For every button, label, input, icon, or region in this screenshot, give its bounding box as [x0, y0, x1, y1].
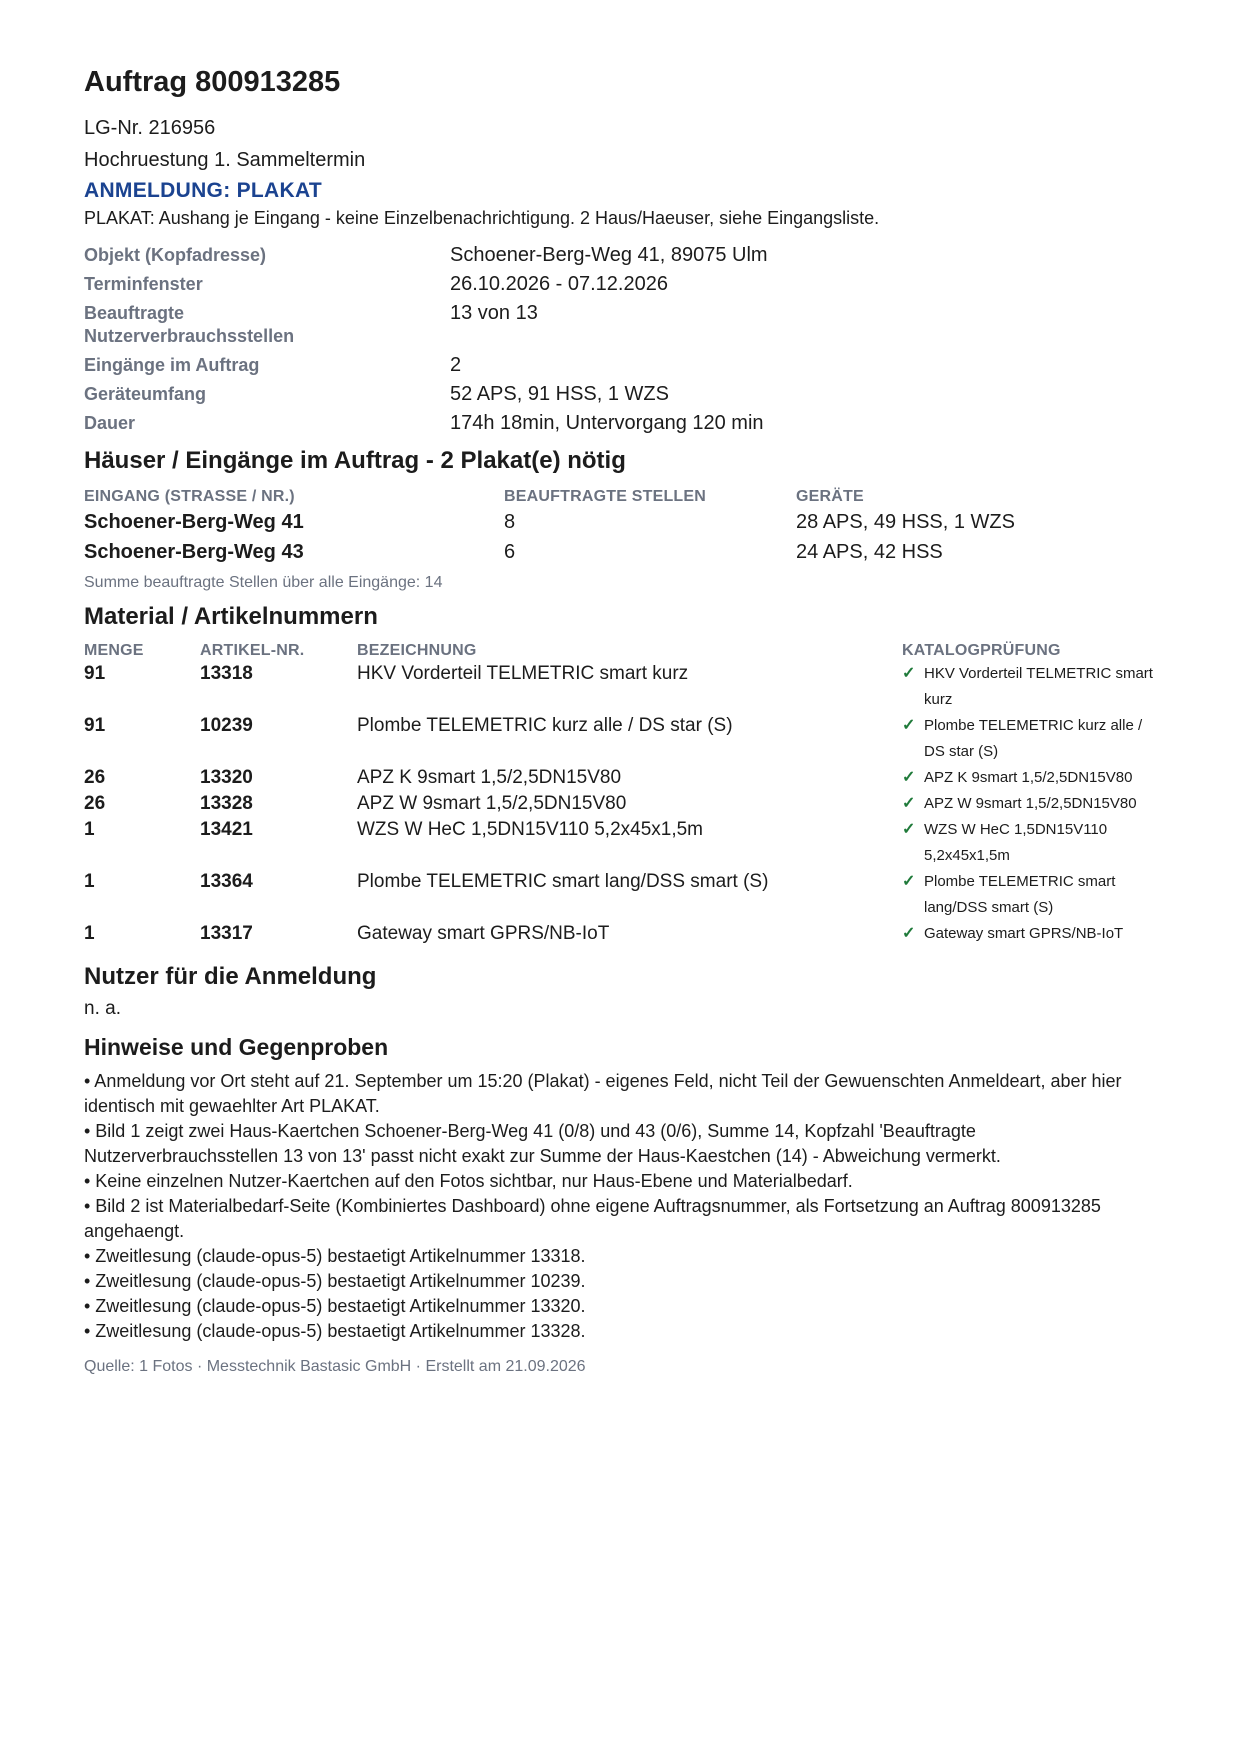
catalog-label: HKV Vorderteil TELMETRIC smart kurz — [924, 665, 1153, 708]
material-name: Plombe TELEMETRIC smart lang/DSS smart (S) — [357, 871, 769, 892]
note-item: • Zweitlesung (claude-opus-5) bestaetigt Artikelnummer 10239. — [84, 1271, 586, 1291]
note-item: • Zweitlesung (claude-opus-5) bestaetigt Artikelnummer 13320. — [84, 1296, 586, 1316]
lg-number: LG-Nr. 216956 — [84, 117, 216, 139]
material-catalog-check — [902, 791, 1164, 817]
note-item: • Zweitlesung (claude-opus-5) bestaetigt Artikelnummer 13328. — [84, 1321, 586, 1341]
houses-table — [84, 487, 1164, 567]
material-name: HKV Vorderteil TELMETRIC smart kurz — [357, 663, 689, 684]
column-header: KATALOGPRÜFUNG — [902, 642, 1061, 659]
material-section-title: Material / Artikelnummern — [84, 603, 378, 630]
house-entrance: Schoener-Berg-Weg 41 — [84, 511, 304, 533]
house-count: 8 — [504, 511, 516, 533]
material-name: WZS W HeC 1,5DN15V110 5,2x45x1,5m — [357, 819, 704, 840]
catalog-label: Plombe TELEMETRIC kurz alle / DS star (S) — [924, 717, 1143, 760]
houses-sum-note: Summe beauftragte Stellen über alle Eingänge: 14 — [84, 574, 443, 591]
material-qty: 26 — [84, 767, 106, 788]
detail-value: 52 APS, 91 HSS, 1 WZS — [450, 383, 669, 405]
material-catalog-check — [902, 921, 1164, 947]
column-header: MENGE — [84, 642, 144, 659]
material-qty: 91 — [84, 663, 106, 684]
catalog-label: APZ W 9smart 1,5/2,5DN15V80 — [924, 795, 1137, 812]
material-catalog-check — [902, 765, 1164, 791]
check-icon: ✓ — [902, 717, 916, 734]
material-article: 13328 — [200, 793, 253, 814]
material-article: 13317 — [200, 923, 253, 944]
notes-section-title: Hinweise und Gegenproben — [84, 1034, 389, 1060]
detail-label: Geräteumfang — [84, 384, 207, 404]
material-name: APZ K 9smart 1,5/2,5DN15V80 — [357, 767, 622, 788]
house-devices: 24 APS, 42 HSS — [796, 541, 943, 563]
check-icon: ✓ — [902, 873, 916, 890]
material-qty: 91 — [84, 715, 106, 736]
material-article: 13318 — [200, 663, 253, 684]
check-icon: ✓ — [902, 795, 916, 812]
material-catalog-check — [902, 661, 1164, 713]
material-catalog-check — [902, 817, 1164, 869]
note-item: • Bild 2 ist Materialbedarf-Seite (Kombiniertes Dashboard) ohne eigene Auftragsnummer, als Fortsetzung an Auftrag 800913285 angehaengt. — [84, 1196, 1101, 1241]
material-article: 13364 — [200, 871, 253, 892]
column-header: GERÄTE — [796, 488, 864, 505]
check-icon: ✓ — [902, 665, 916, 682]
material-catalog-check — [902, 713, 1164, 765]
detail-value: 13 von 13 — [450, 302, 538, 324]
material-table — [84, 641, 1164, 947]
detail-label: Dauer — [84, 413, 136, 433]
column-header: ARTIKEL-NR. — [200, 642, 305, 659]
catalog-label: Gateway smart GPRS/NB-IoT — [924, 925, 1124, 942]
source-footer: Quelle: 1 Fotos · Messtechnik Bastasic GmbH · Erstellt am 21.09.2026 — [84, 1358, 586, 1375]
catalog-label: WZS W HeC 1,5DN15V110 5,2x45x1,5m — [924, 821, 1108, 864]
houses-section-title: Häuser / Eingänge im Auftrag - 2 Plakat(e) nötig — [84, 447, 626, 474]
note-item: • Zweitlesung (claude-opus-5) bestaetigt Artikelnummer 13318. — [84, 1246, 586, 1266]
users-value: n. a. — [84, 998, 121, 1019]
document-page — [84, 64, 1164, 1378]
column-header: EINGANG (STRASSE / NR.) — [84, 488, 295, 505]
house-count: 6 — [504, 541, 516, 563]
material-qty: 1 — [84, 923, 95, 944]
material-article: 10239 — [200, 715, 253, 736]
announcement-title: ANMELDUNG: PLAKAT — [84, 179, 323, 202]
announcement-description: PLAKAT: Aushang je Eingang - keine Einzelbenachrichtigung. 2 Haus/Haeuser, siehe Eingangsliste. — [84, 208, 880, 228]
material-qty: 26 — [84, 793, 106, 814]
detail-label: Objekt (Kopfadresse) — [84, 245, 267, 265]
order-subtitle: Hochruestung 1. Sammeltermin — [84, 149, 366, 171]
material-name: Gateway smart GPRS/NB-IoT — [357, 923, 610, 944]
note-item: • Keine einzelnen Nutzer-Kaertchen auf den Fotos sichtbar, nur Haus-Ebene und Materialbedarf. — [84, 1171, 853, 1191]
check-icon: ✓ — [902, 769, 916, 786]
material-qty: 1 — [84, 871, 95, 892]
detail-value: 2 — [450, 354, 462, 376]
house-devices: 28 APS, 49 HSS, 1 WZS — [796, 511, 1015, 533]
house-entrance: Schoener-Berg-Weg 43 — [84, 541, 304, 563]
material-name: APZ W 9smart 1,5/2,5DN15V80 — [357, 793, 627, 814]
material-qty: 1 — [84, 819, 95, 840]
detail-label: Terminfenster — [84, 274, 203, 294]
note-item: • Anmeldung vor Ort steht auf 21. September um 15:20 (Plakat) - eigenes Feld, nicht Teil der Gewuenschten Anmeldeart, aber hier identisch mit gewaehlter Art PLAKAT. — [84, 1071, 1122, 1116]
detail-label: Eingänge im Auftrag — [84, 355, 260, 375]
page-title: Auftrag 800913285 — [84, 66, 341, 98]
catalog-label: Plombe TELEMETRIC smart lang/DSS smart (S) — [924, 873, 1116, 916]
material-name: Plombe TELEMETRIC kurz alle / DS star (S) — [357, 715, 733, 736]
detail-label: Beauftragte Nutzerverbrauchsstellen — [84, 303, 295, 346]
notes-list — [84, 1069, 1164, 1344]
users-section-title: Nutzer für die Anmeldung — [84, 963, 377, 990]
detail-value: Schoener-Berg-Weg 41, 89075 Ulm — [450, 244, 768, 266]
material-article: 13421 — [200, 819, 253, 840]
detail-value: 26.10.2026 - 07.12.2026 — [450, 273, 668, 295]
catalog-label: APZ K 9smart 1,5/2,5DN15V80 — [924, 769, 1133, 786]
note-item: • Bild 1 zeigt zwei Haus-Kaertchen Schoener-Berg-Weg 41 (0/8) und 43 (0/6), Summe 14, Kopfzahl 'Beauftragte Nutzerverbrauchsstellen 13 von 13' passt nicht exakt zur Summe der Haus-Kaestchen (14) - Abweichung vermerkt. — [84, 1121, 1001, 1166]
check-icon: ✓ — [902, 925, 916, 942]
order-details — [84, 244, 1164, 435]
check-icon: ✓ — [902, 821, 916, 838]
material-article: 13320 — [200, 767, 253, 788]
material-catalog-check — [902, 869, 1164, 921]
detail-value: 174h 18min, Untervorgang 120 min — [450, 412, 764, 434]
column-header: BEZEICHNUNG — [357, 642, 477, 659]
column-header: BEAUFTRAGTE STELLEN — [504, 488, 707, 505]
